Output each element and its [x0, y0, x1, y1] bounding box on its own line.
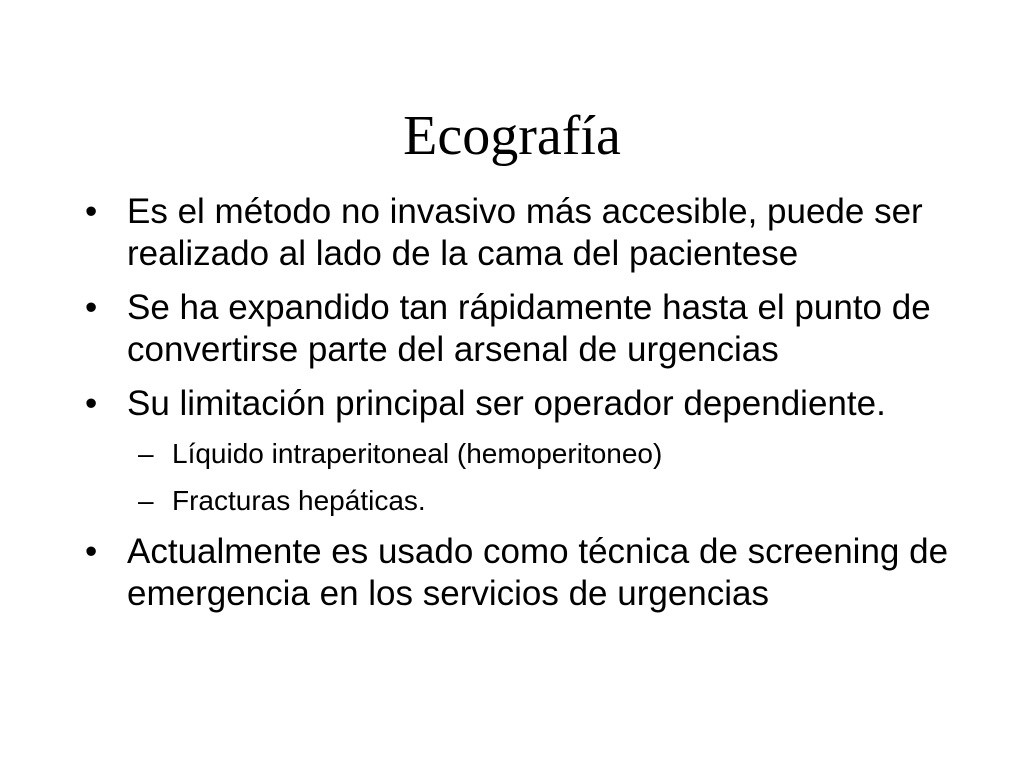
- slide-title: Ecografía: [403, 105, 621, 167]
- bullet-item: [85, 383, 965, 425]
- bullet-text: Es el método no invasivo más accesible, puede ser realizado al lado de la cama del pacientese: [127, 192, 923, 273]
- sub-bullet-marker: –: [138, 438, 154, 469]
- bullet-text: Se ha expandido tan rápidamente hasta el punto de convertirse parte del arsenal de urgencias: [127, 288, 931, 369]
- bullet-item: [85, 191, 965, 275]
- sub-bullet-text: Líquido intraperitoneal (hemoperitoneo): [172, 438, 663, 469]
- sub-bullet-item: [85, 437, 965, 471]
- bullet-item: [85, 287, 965, 371]
- sub-bullet-item: [85, 484, 965, 518]
- bullet-marker: •: [85, 532, 98, 571]
- bullet-list: [85, 191, 965, 627]
- bullet-text: Su limitación principal ser operador dependiente.: [127, 384, 886, 423]
- bullet-text: Actualmente es usado como técnica de screening de emergencia en los servicios de urgencias: [127, 532, 949, 613]
- sub-bullet-text: Fracturas hepáticas.: [172, 485, 426, 516]
- bullet-marker: •: [85, 192, 98, 231]
- bullet-marker: •: [85, 384, 98, 423]
- bullet-item: [85, 531, 965, 615]
- bullet-marker: •: [85, 288, 98, 327]
- sub-bullet-marker: –: [138, 485, 154, 516]
